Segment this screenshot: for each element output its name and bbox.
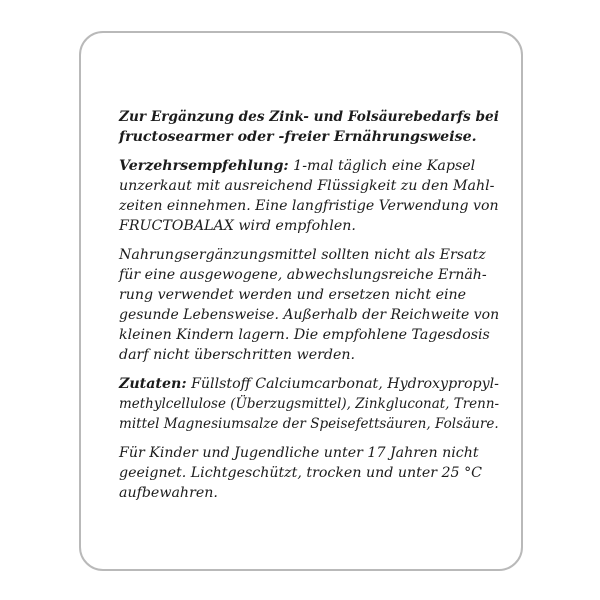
warning-paragraph [119, 443, 499, 503]
warning-line: geeignet. Lichtgeschützt, trocken und unter 25 °C [119, 465, 483, 481]
intro-line: fructosearmer oder -freier Ernährungsweise. [119, 129, 477, 145]
notice-line: Nahrungsergänzungsmittel sollten nicht als Ersatz [119, 247, 486, 263]
ingredients-line: Füllstoff Calciumcarbonat, Hydroxypropyl- [186, 376, 499, 392]
notice-line: für eine ausgewogene, abwechslungsreiche Ernäh- [119, 267, 487, 283]
notice-line: kleinen Kindern lagern. Die empfohlene Tagesdosis [119, 327, 490, 343]
dosage-line: 1-mal täglich eine Kapsel [288, 158, 476, 174]
dosage-line: zeiten einnehmen. Eine langfristige Verwendung von [119, 198, 499, 214]
notice-line: rung verwendet werden und ersetzen nicht eine [119, 287, 467, 303]
intro-line: Zur Ergänzung des Zink- und Folsäurebedarfs bei [119, 109, 499, 125]
warning-line: Für Kinder und Jugendliche unter 17 Jahren nicht [119, 445, 479, 461]
ingredients-first-line [119, 374, 499, 394]
ingredients-line: methylcellulose (Überzugsmittel), Zinkgluconat, Trenn- [119, 396, 500, 412]
ingredients-line: mittel Magnesiumsalze der Speisefettsäuren, Folsäure. [119, 416, 499, 432]
ingredients-heading: Zutaten: [119, 376, 187, 392]
notice-line: gesunde Lebensweise. Außerhalb der Reichweite von [119, 307, 500, 323]
dosage-line: FRUCTOBALAX wird empfohlen. [119, 218, 356, 234]
dosage-heading: Verzehrsempfehlung: [119, 158, 289, 174]
dosage-paragraph [119, 156, 499, 236]
product-label-panel [79, 31, 523, 571]
dosage-first-line [119, 156, 499, 176]
notice-paragraph [119, 245, 499, 365]
warning-line: aufbewahren. [119, 485, 218, 501]
label-text [119, 107, 499, 512]
notice-line: darf nicht überschritten werden. [119, 347, 356, 363]
intro-paragraph [119, 107, 499, 147]
ingredients-paragraph [119, 374, 499, 434]
dosage-line: unzerkaut mit ausreichend Flüssigkeit zu den Mahl- [119, 178, 495, 194]
